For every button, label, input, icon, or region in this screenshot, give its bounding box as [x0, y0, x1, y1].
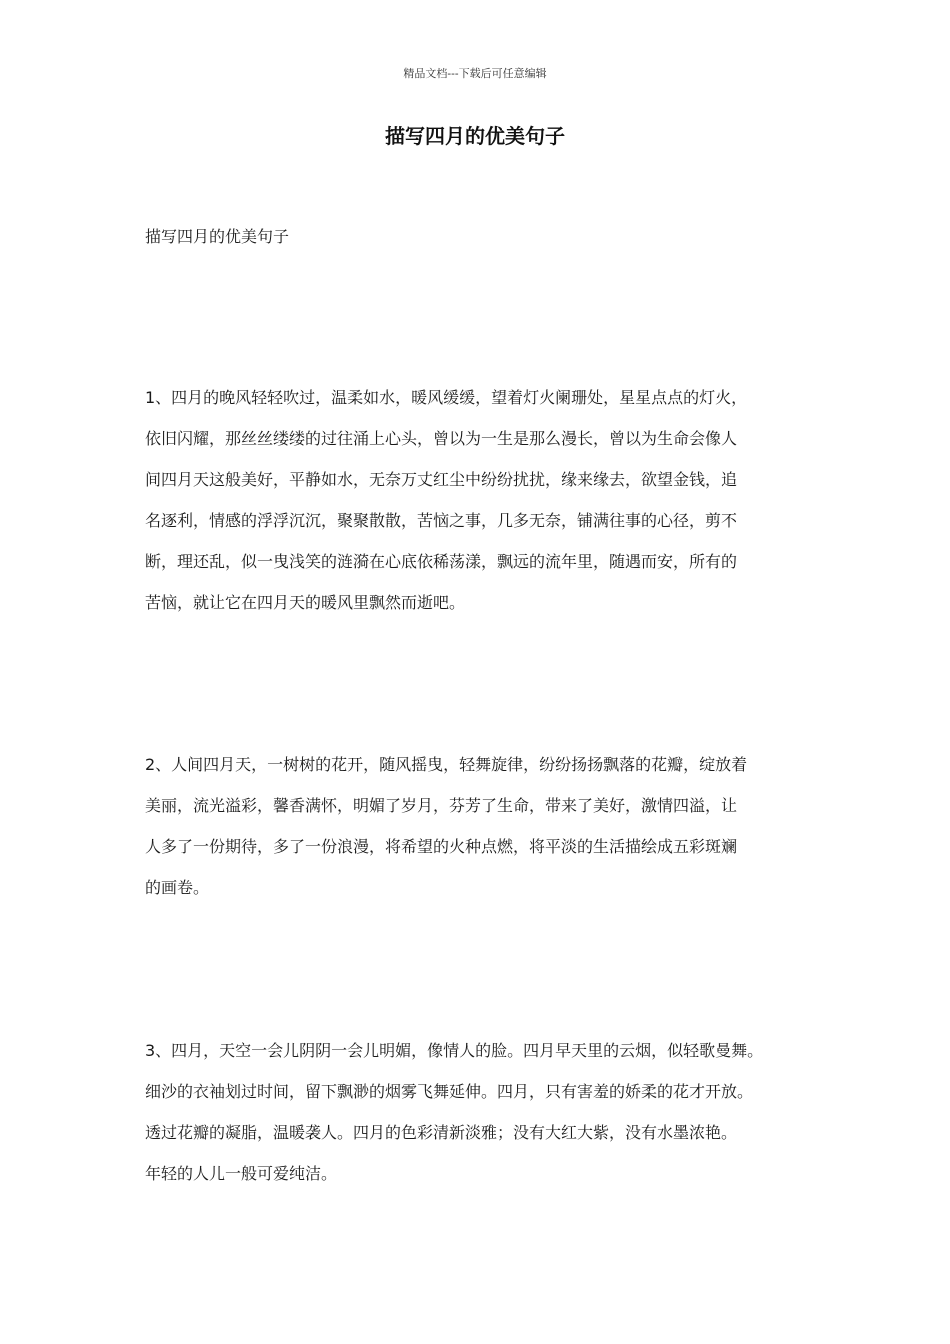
paragraph-line: 细沙的衣袖划过时间，留下飘渺的烟雾飞舞延伸。四月，只有害羞的娇柔的花才开放。	[145, 1082, 754, 1101]
paragraph-line: 苦恼，就让它在四月天的暖风里飘然而逝吧。	[145, 593, 466, 612]
paragraph-2	[145, 744, 747, 908]
paragraph-line: 透过花瓣的凝脂，温暖袭人。四月的色彩清新淡雅；没有大红大紫，没有水墨浓艳。	[145, 1123, 738, 1142]
paragraph-line: 美丽，流光溢彩，馨香满怀，明媚了岁月，芬芳了生命，带来了美好，激情四溢，让	[145, 796, 738, 815]
subtitle: 描写四月的优美句子	[145, 227, 290, 246]
paragraph-line: 年轻的人儿一般可爱纯洁。	[145, 1164, 338, 1183]
page-title: 描写四月的优美句子	[385, 124, 565, 148]
paragraph-line: 3、四月，天空一会儿阴阴一会儿明媚，像情人的脸。四月早天里的云烟，似轻歌曼舞。	[145, 1041, 764, 1060]
paragraph-line: 2、人间四月天，一树树的花开，随风摇曳，轻舞旋律，纷纷扬扬飘落的花瓣，绽放着	[145, 755, 748, 774]
header-note: 精品文档---下载后可任意编辑	[403, 67, 547, 80]
paragraph-line: 名逐利，情感的浮浮沉沉，聚聚散散，苦恼之事，几多无奈，铺满往事的心径，剪不	[145, 511, 738, 530]
paragraph-line: 依旧闪耀，那丝丝缕缕的过往涌上心头，曾以为一生是那么漫长，曾以为生命会像人	[145, 429, 738, 448]
paragraph-3	[145, 1030, 763, 1194]
paragraph-line: 间四月天这般美好，平静如水，无奈万丈红尘中纷纷扰扰，缘来缘去，欲望金钱，追	[145, 470, 738, 489]
paragraph-line: 断，理还乱，似一曳浅笑的涟漪在心底依稀荡漾，飘远的流年里，随遇而安，所有的	[145, 552, 738, 571]
paragraph-line: 人多了一份期待，多了一份浪漫，将希望的火种点燃，将平淡的生活描绘成五彩斑斓	[145, 837, 738, 856]
paragraph-line: 1、四月的晚风轻轻吹过，温柔如水，暖风缓缓，望着灯火阑珊处，星星点点的灯火，	[145, 388, 748, 407]
paragraph-1	[145, 377, 747, 623]
paragraph-line: 的画卷。	[145, 878, 210, 897]
